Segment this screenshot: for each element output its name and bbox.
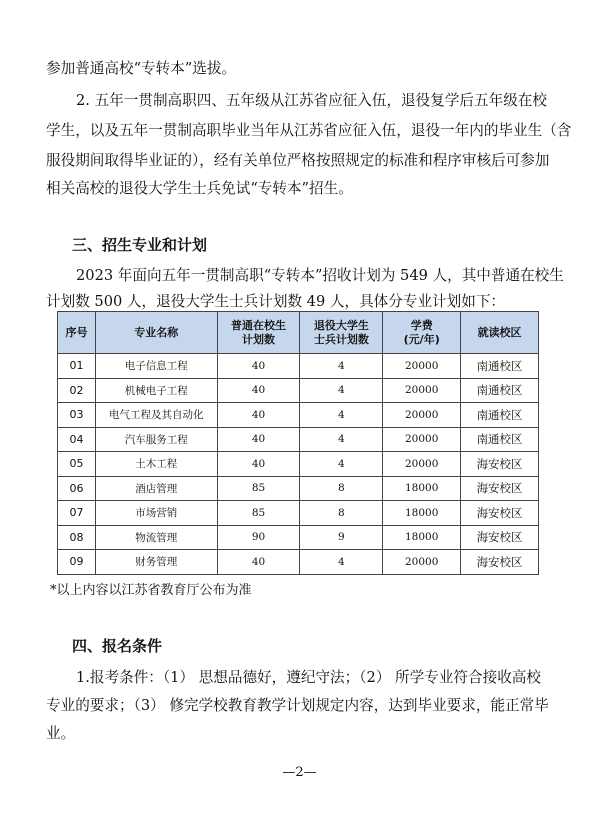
paragraph-4-line-3: 业。: [46, 725, 76, 742]
paragraph-2-line-3: 服役期间取得毕业证的），经有关单位严格按照规定的标准和程序审核后可参加: [46, 152, 550, 169]
cell-fee: 20000: [383, 403, 461, 428]
cell-veteran: 4: [300, 427, 383, 452]
cell-major: 电子信息工程: [95, 354, 217, 379]
section-3-heading: 三、招生专业和计划: [72, 236, 208, 254]
cell-campus: 海安校区: [461, 550, 539, 575]
header-veteran-plan: 退役大学生 士兵计划数: [300, 312, 383, 354]
cell-campus: 南通校区: [461, 403, 539, 428]
page-number: —2—: [282, 765, 317, 780]
cell-fee: 18000: [383, 525, 461, 550]
table-row: [58, 525, 539, 550]
paragraph-4-line-2: 专业的要求；（3） 修完学校教育教学计划规定内容，达到毕业要求，能正常毕: [46, 697, 549, 714]
table-row: [58, 550, 539, 575]
enrollment-plan-table: [57, 311, 539, 575]
paragraph-3-line-1: 2023 年面向五年一贯制高职“专转本”招收计划为 549 人，其中普通在校生: [76, 267, 564, 284]
cell-campus: 海安校区: [461, 525, 539, 550]
cell-regular: 90: [217, 525, 300, 550]
cell-veteran: 4: [300, 452, 383, 477]
cell-veteran: 8: [300, 501, 383, 526]
header-campus: 就读校区: [461, 312, 539, 354]
cell-campus: 南通校区: [461, 427, 539, 452]
cell-major: 财务管理: [95, 550, 217, 575]
cell-major: 汽车服务工程: [95, 427, 217, 452]
header-major: 专业名称: [95, 312, 217, 354]
cell-campus: 海安校区: [461, 452, 539, 477]
cell-fee: 18000: [383, 476, 461, 501]
cell-fee: 20000: [383, 452, 461, 477]
paragraph-2-line-4: 相关高校的退役大学生士兵免试“专转本”招生。: [46, 180, 353, 197]
table-row: [58, 476, 539, 501]
cell-fee: 20000: [383, 378, 461, 403]
cell-no: 05: [58, 452, 96, 477]
header-regular-plan: 普通在校生 计划数: [217, 312, 300, 354]
cell-veteran: 4: [300, 378, 383, 403]
table-footnote: *以上内容以江苏省教育厅公布为准: [50, 583, 252, 598]
table-row: [58, 427, 539, 452]
cell-regular: 40: [217, 427, 300, 452]
cell-no: 09: [58, 550, 96, 575]
cell-regular: 85: [217, 476, 300, 501]
cell-veteran: 8: [300, 476, 383, 501]
cell-campus: 南通校区: [461, 378, 539, 403]
cell-major: 市场营销: [95, 501, 217, 526]
cell-major: 酒店管理: [95, 476, 217, 501]
table-row: [58, 378, 539, 403]
cell-regular: 40: [217, 452, 300, 477]
paragraph-1-line: 参加普通高校“专转本”选拔。: [46, 60, 237, 77]
cell-regular: 85: [217, 501, 300, 526]
cell-regular: 40: [217, 354, 300, 379]
section-4-heading: 四、报名条件: [72, 637, 163, 655]
cell-no: 08: [58, 525, 96, 550]
paragraph-3-line-2: 计划数 500 人，退役大学生士兵计划数 49 人，具体分专业计划如下：: [46, 293, 506, 310]
paragraph-2-line-1: 2. 五年一贯制高职四、五年级从江苏省应征入伍，退役复学后五年级在校: [76, 92, 547, 109]
cell-veteran: 4: [300, 354, 383, 379]
paragraph-4-line-1: 1.报考条件：（1） 思想品德好，遵纪守法；（2） 所学专业符合接收高校: [76, 669, 541, 686]
cell-regular: 40: [217, 550, 300, 575]
cell-campus: 南通校区: [461, 354, 539, 379]
paragraph-2-line-2: 学生，以及五年一贯制高职毕业当年从江苏省应征入伍，退役一年内的毕业生（含: [46, 122, 572, 139]
cell-no: 03: [58, 403, 96, 428]
cell-major: 电气工程及其自动化: [95, 403, 217, 428]
cell-no: 01: [58, 354, 96, 379]
table-header-row: [58, 312, 539, 354]
cell-no: 04: [58, 427, 96, 452]
cell-fee: 20000: [383, 427, 461, 452]
cell-no: 02: [58, 378, 96, 403]
cell-fee: 18000: [383, 501, 461, 526]
cell-no: 07: [58, 501, 96, 526]
cell-major: 物流管理: [95, 525, 217, 550]
cell-fee: 20000: [383, 354, 461, 379]
cell-campus: 海安校区: [461, 501, 539, 526]
cell-regular: 40: [217, 378, 300, 403]
cell-veteran: 9: [300, 525, 383, 550]
cell-major: 土木工程: [95, 452, 217, 477]
table-row: [58, 452, 539, 477]
table-row: [58, 354, 539, 379]
cell-veteran: 4: [300, 550, 383, 575]
cell-major: 机械电子工程: [95, 378, 217, 403]
header-fee: 学费 (元/年): [383, 312, 461, 354]
cell-regular: 40: [217, 403, 300, 428]
cell-campus: 海安校区: [461, 476, 539, 501]
cell-fee: 20000: [383, 550, 461, 575]
cell-veteran: 4: [300, 403, 383, 428]
header-no: 序号: [58, 312, 96, 354]
table-row: [58, 501, 539, 526]
cell-no: 06: [58, 476, 96, 501]
table-row: [58, 403, 539, 428]
